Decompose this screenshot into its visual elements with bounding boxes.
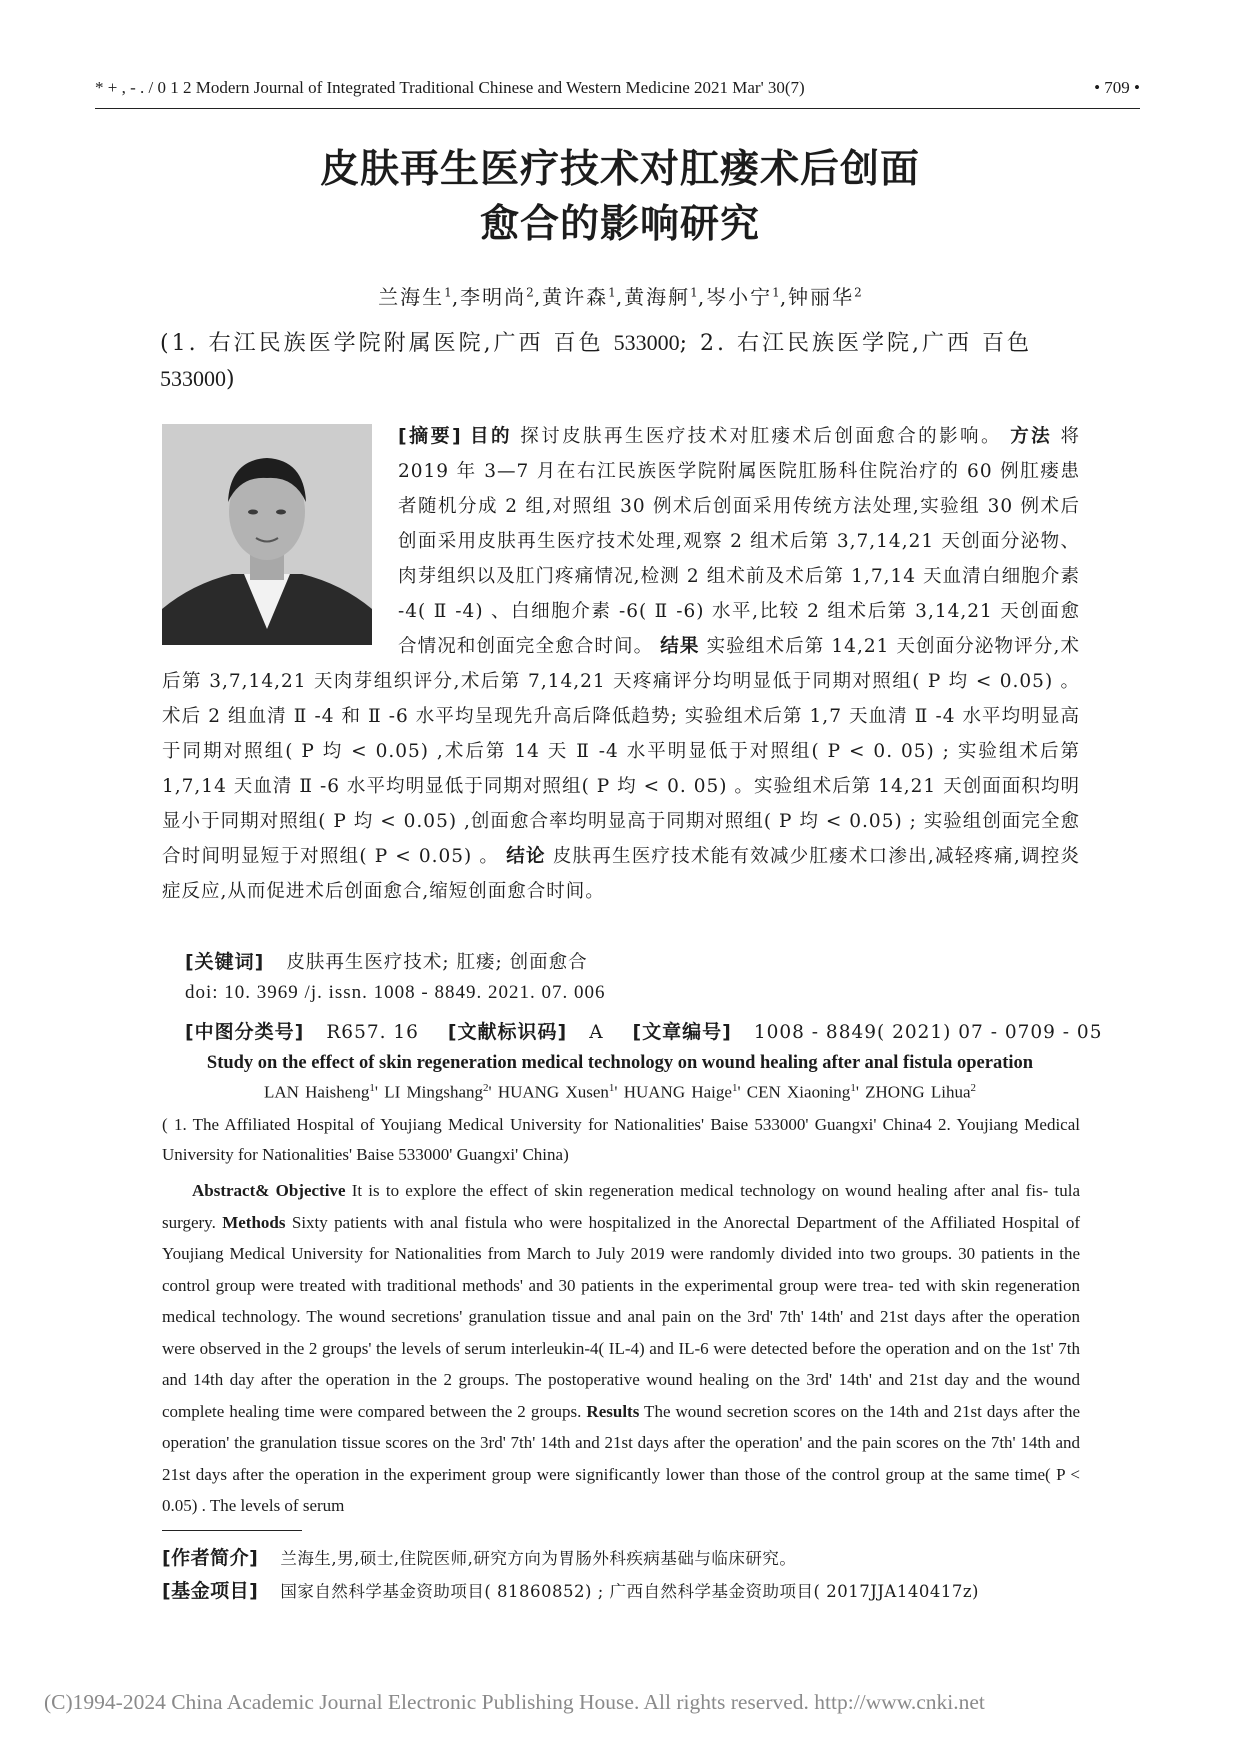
english-author-mark: 1 <box>731 1082 738 1094</box>
english-methods-text: Sixty patients with anal fistula who were hospitalized in the Anorectal Department of the Affiliated Hospital of Youjiang Medical University for Nationalities from March to July 2019 were randomly divided into two groups. 30 patients in the control group were treated with traditional methods' and 30 patients in the experimental group were trea- ted with skin regeneration medical technology. The wound secretions' granulation tissue and anal pain on the 3rd' 7th' 14th' and 21st days after the operation were observed in the 2 groups' the levels of serum interleukin-4( IL-4) and IL-6 were detected before the operation and on the 1st' 7th and 14th day after the operation in the 2 groups. The postoperative wound healing on the 3rd' 14th' and 21st day and the wound complete healing time were compared between the 2 groups. <box>162 1212 1080 1421</box>
abstract-english <box>162 1175 1080 1522</box>
page-number: • 709 • <box>1094 78 1140 97</box>
footnote-rule <box>162 1530 302 1531</box>
english-author-name: LAN Haisheng <box>263 1082 370 1102</box>
clc-code: R657. 16 <box>326 1022 419 1043</box>
english-author-mark: 1 <box>369 1082 375 1094</box>
copyright-notice: (C)1994-2024 China Academic Journal Electronic Publishing House. All rights reserved. http://www.cnki.net <box>44 1690 985 1714</box>
english-author-name: ZHONG Lihua <box>865 1082 971 1102</box>
affiliation-part: ; 2. 右江民族医学院,广西 百色 <box>679 331 1032 356</box>
funding-footnote <box>162 1576 979 1603</box>
header-rule <box>95 108 1140 109</box>
running-header <box>95 78 1140 104</box>
keywords-text: 皮肤再生医疗技术; 肛瘘; 创面愈合 <box>286 952 588 973</box>
author-name: 黄许森 <box>542 285 609 309</box>
english-title: Study on the effect of skin regeneration medical technology on wound healing after anal fistula operation <box>206 1053 1034 1073</box>
author-name: 兰海生 <box>378 285 445 309</box>
english-author-list: LAN Haisheng$^1$' LI Mingshang$^2$' HUANG Xusen$^1$' HUANG Haige$^1$' CEN Xiaoning$^1$' ZHONG Lihua$^2$ <box>263 1082 977 1102</box>
article-title-line-1: 皮肤再生医疗技术对肛瘘术后创面 <box>319 147 920 192</box>
results-label: 结果 <box>660 636 700 657</box>
affiliation-part: (1. 右江民族医学院附属医院,广西 百色 <box>160 331 614 356</box>
author-bio-label: [作者简介] <box>162 1547 259 1569</box>
english-author-name: CEN Xiaoning <box>746 1082 851 1102</box>
postal-code: 533000 <box>613 330 680 355</box>
article-number-label: [文章编号] <box>632 1021 732 1043</box>
author-bio-footnote <box>162 1543 796 1570</box>
english-results-label: Results <box>586 1401 640 1421</box>
conclusion-label: 结论 <box>506 846 546 867</box>
english-affiliation: ( 1. The Affiliated Hospital of Youjiang Medical University for Nationalities' Baise 533000' Guangxi' China4 2. Youjiang Medical University for Nationalities' Baise 533000' Guangxi' China) <box>162 1115 1080 1164</box>
author-name: 钟丽华 <box>788 285 855 309</box>
classification-line <box>185 1017 1102 1044</box>
abstract-chinese <box>162 419 1080 909</box>
doi: doi: 10. 3969 /j. issn. 1008 - 8849. 2021. 07. 006 <box>185 982 606 1003</box>
doc-code: A <box>589 1022 604 1043</box>
abstract-label: [摘要] <box>398 425 462 447</box>
results-text: 实验组术后第 14,21 天创面分泌物评分,术后第 3,7,14,21 天肉芽组织评分,术后第 7,14,21 天疼痛评分均明显低于同期对照组( P 均 < 0.05) 。术后 2 组血清 Ⅱ -4 和 Ⅱ -6 水平均呈现先升高后降低趋势; 实验组术后第 1,7 天血清 Ⅱ -4 水平均明显高于同期对照组( P 均 < 0.05) ,术后第 14 天 Ⅱ -4 水平明显低于对照组( P < 0. 05) ; 实验组术后第 1,7,14 天血清 Ⅱ -6 水平均明显低于同期对照组( P 均 < 0. 05) 。实验组术后第 14,21 天创面面积均明显小于同期对照组( P 均 < 0.05) ,创面愈合率均明显高于同期对照组( P 均 < 0.05) ; 实验组创面完全愈合时间明显短于对照组( P < 0.05) 。 <box>162 636 1080 867</box>
english-author-name: HUANG Haige <box>623 1082 732 1102</box>
affiliation-part: ) <box>226 367 238 392</box>
funding-label: [基金项目] <box>162 1580 259 1602</box>
funding-text: 国家自然科学基金资助项目( 81860852) ; 广西自然科学基金资助项目( 2017JJA140417z) <box>280 1582 979 1601</box>
methods-text: 将 2019 年 3—7 月在右江民族医学院附属医院肛肠科住院治疗的 60 例肛瘘患者随机分成 2 组,对照组 30 例术后创面采用传统方法处理,实验组 30 例术后创面采用皮肤再生医疗技术处理,观察 2 组术后第 3,7,14,21 天创面分泌物、肉芽组织以及肛门疼痛情况,检测 2 组术前及术后第 1,7,14 天血清白细胞介素 -4( Ⅱ -4) 、白细胞介素 -6( Ⅱ -6) 水平,比较 2 组术后第 3,14,21 天创面愈合情况和创面完全愈合时间。 <box>398 426 1080 657</box>
author-affiliation-mark: 1 <box>690 285 698 300</box>
english-author-name: LI Mingshang <box>384 1082 483 1102</box>
methods-label: 方法 <box>1010 426 1053 447</box>
keywords-label: [关键词] <box>185 951 265 973</box>
english-methods-label: Methods <box>222 1212 286 1232</box>
author-name: 黄海舸 <box>624 285 691 309</box>
author-affiliation-mark: 1 <box>772 285 780 300</box>
objective-text: 探讨皮肤再生医疗技术对肛瘘术后创面愈合的影响。 <box>520 426 1002 447</box>
keywords <box>185 947 588 974</box>
author-affiliation-mark: 2 <box>526 285 534 300</box>
english-author-name: HUANG Xusen <box>497 1082 609 1102</box>
conclusion-text: 皮肤再生医疗技术能有效减少肛瘘术口渗出,减轻疼痛,调控炎症反应,从而促进术后创面愈合,缩短创面愈合时间。 <box>162 846 1080 902</box>
english-objective-text: It is to explore the effect of skin regeneration medical technology on wound healing after anal fis- tula surgery. <box>162 1181 1081 1232</box>
author-name: 李明尚 <box>460 285 527 309</box>
english-abstract-label: Abstract& Objective <box>192 1181 346 1200</box>
author-affiliation-mark: 1 <box>608 285 616 300</box>
clc-label: [中图分类号] <box>185 1021 305 1043</box>
affiliation <box>160 325 1080 397</box>
doc-code-label: [文献标识码] <box>447 1021 568 1043</box>
author-name: 岑小宁 <box>706 285 773 309</box>
english-author-mark: 1 <box>608 1082 615 1094</box>
objective-label: 目的 <box>470 426 512 447</box>
postal-code: 533000 <box>160 366 226 391</box>
author-affiliation-mark: 2 <box>854 285 862 300</box>
english-author-mark: 1 <box>850 1082 856 1094</box>
english-author-mark: 2 <box>482 1082 489 1094</box>
english-author-mark: 2 <box>970 1082 977 1094</box>
author-bio-text: 兰海生,男,硕士,住院医师,研究方向为胃肠外科疾病基础与临床研究。 <box>280 1549 797 1568</box>
article-number: 1008 - 8849( 2021) 07 - 0709 - 05 <box>753 1022 1103 1043</box>
author-list: 兰海生$^1$,李明尚$^2$,黄许森$^1$,黄海舸$^1$,岑小宁$^1$,钟丽华$^2$ <box>378 285 862 309</box>
journal-citation: * + , - . / 0 1 2 Modern Journal of Integrated Traditional Chinese and Western Medicine 2021 Mar' 30(7) <box>95 78 805 97</box>
article-title-line-2: 愈合的影响研究 <box>479 202 760 247</box>
author-affiliation-mark: 1 <box>444 285 452 300</box>
english-results-text: The wound secretion scores on the 14th and 21st days after the operation' the granulation tissue scores on the 3rd' 7th' 14th and 21st days after the operation' and the pain scores on the 7th' 14th and 21st days after the operation in the experiment group were significantly lower than those of the control group at the same time( P < 0.05) . The levels of serum <box>162 1401 1081 1515</box>
